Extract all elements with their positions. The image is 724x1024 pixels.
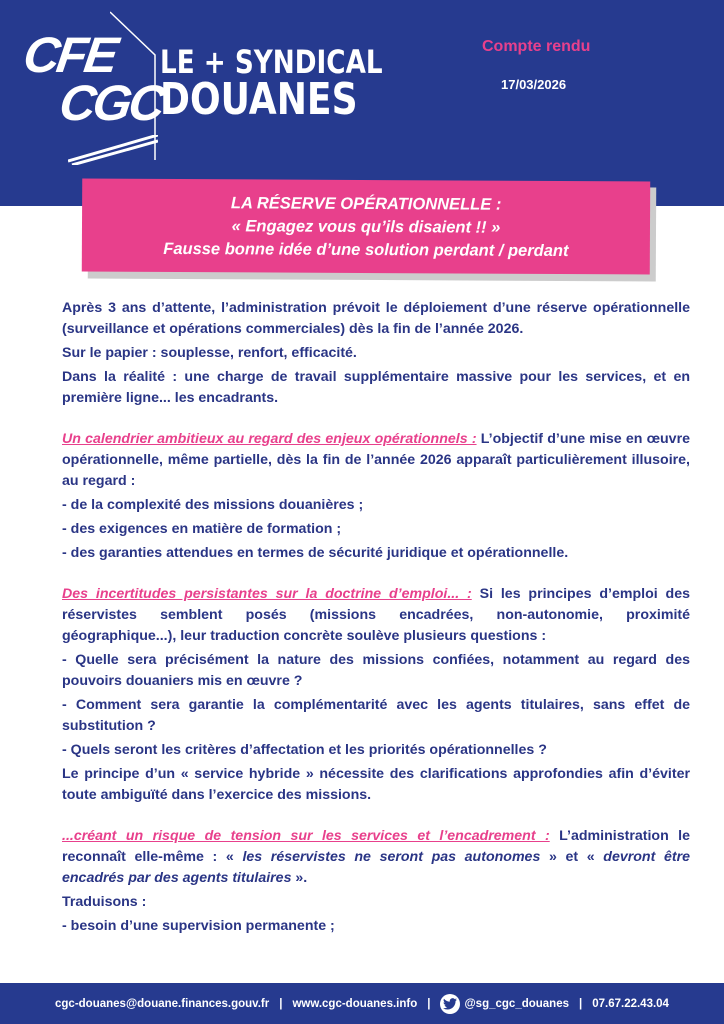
list-item: - Quelle sera précisément la nature des missions confiées, notamment au regard des pouvoirs douaniers mis en œuvre ? <box>62 652 690 689</box>
twitter-icon <box>440 994 460 1014</box>
intro-paragraph: Dans la réalité : une charge de travail supplémentaire massive pour les services, et en première ligne... les encadrants. <box>62 369 690 406</box>
title-line-1: LA RÉSERVE OPÉRATIONNELLE : <box>230 194 502 214</box>
logo-divider-icon <box>110 10 160 180</box>
footer-separator: | <box>579 997 583 1010</box>
logo-cfe: CFE <box>20 27 119 83</box>
section2-heading: Des incertitudes persistantes sur la doctrine d’emploi... : <box>62 586 472 602</box>
intro-paragraph: Après 3 ans d’attente, l’administration prévoit le déploiement d’une réserve opérationnelle (surveillance et opérations commerciales) dès la fin de l’année 2026. <box>62 300 690 337</box>
brand-name: LE + SYNDICAL DOUANES <box>160 43 383 125</box>
intro-paragraph: Sur le papier : souplesse, renfort, efficacité. <box>62 345 357 361</box>
document-type: Compte rendu <box>482 38 591 55</box>
footer-separator: | <box>279 997 283 1010</box>
section3-heading: ...créant un risque de tension sur les services et l’encadrement : <box>62 828 550 844</box>
footer-separator: | <box>427 997 431 1010</box>
list-item: - des garanties attendues en termes de sécurité juridique et opérationnelle. <box>62 545 569 561</box>
section1-paragraph: Un calendrier ambitieux au regard des enjeux opérationnels : L’objectif d’une mise en œuvre opérationnelle, même partielle, dès la fin de l’année 2026 apparaît particulièrement illusoire, au regard : <box>62 431 690 489</box>
list-item: - des exigences en matière de formation ; <box>62 521 342 537</box>
section2-paragraph: Des incertitudes persistantes sur la doctrine d’emploi... : Si les principes d’emploi des réservistes semblent posés (missions encadrées, non-autonomie, proximité géographique...), leur traduction concrète soulève plusieurs questions : <box>62 586 690 644</box>
logo-cgc: CGC <box>56 75 167 131</box>
footer-email[interactable]: cgc-douanes@douane.finances.gouv.fr <box>55 997 270 1010</box>
translate-label: Traduisons : <box>62 894 147 910</box>
footer-bar <box>0 983 724 1024</box>
list-item: - de la complexité des missions douanières ; <box>62 497 364 513</box>
list-item: - Quels seront les critères d’affectation et les priorités opérationnelles ? <box>62 742 547 758</box>
header-banner <box>0 0 724 206</box>
section2-conclusion: Le principe d’un « service hybride » nécessite des clarifications approfondies afin d’éviter toute ambiguïté dans l’exercice des missions. <box>62 766 690 803</box>
title-line-2: « Engagez vous qu’ils disaient !! » <box>231 217 501 237</box>
section1-heading: Un calendrier ambitieux au regard des enjeux opérationnels : <box>62 431 477 447</box>
footer-website[interactable]: www.cgc-douanes.info <box>292 997 418 1010</box>
footer-twitter[interactable]: @sg_cgc_douanes <box>464 997 569 1010</box>
list-item: - besoin d’une supervision permanente ; <box>62 918 335 934</box>
footer-phone: 07.67.22.43.04 <box>592 997 669 1010</box>
article-body <box>62 298 690 940</box>
title-box <box>82 179 650 275</box>
section3-paragraph: ...créant un risque de tension sur les services et l’encadrement : L’administration le reconnaît elle-même : « les réservistes ne seront pas autonomes » et « devront être encadrés par des agents titulaires ». <box>62 828 690 886</box>
title-line-3: Fausse bonne idée d’une solution perdant / perdant <box>163 239 569 261</box>
list-item: - Comment sera garantie la complémentarité avec les agents titulaires, sans effet de substitution ? <box>62 697 690 734</box>
document-date: 17/03/2026 <box>501 77 567 92</box>
